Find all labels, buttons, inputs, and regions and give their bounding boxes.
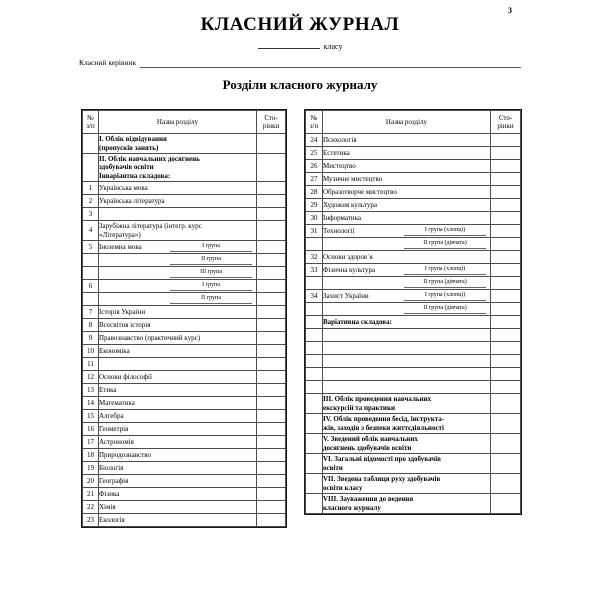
row-section-name: Основи здоров`я <box>323 251 491 264</box>
row-number <box>83 267 99 280</box>
table-row <box>306 212 521 225</box>
row-number: 4 <box>83 221 99 241</box>
table-row <box>83 306 286 319</box>
subject-name: Фізична культура <box>323 265 376 274</box>
row-section-name: Геометрія <box>99 423 257 436</box>
row-page-cell[interactable] <box>257 449 286 462</box>
table-row <box>83 358 286 371</box>
group-label[interactable]: II група <box>170 295 252 304</box>
row-page-cell[interactable] <box>257 475 286 488</box>
row-page-cell[interactable] <box>491 454 521 474</box>
row-section-name <box>323 238 491 251</box>
row-number <box>306 474 323 494</box>
row-number: 22 <box>83 501 99 514</box>
row-number: 3 <box>83 208 99 221</box>
row-section-name: Природознавство <box>99 449 257 462</box>
row-page-cell[interactable] <box>257 208 286 221</box>
class-teacher-label: Класний керівник <box>79 58 137 67</box>
row-section-name <box>323 381 491 394</box>
row-number: 34 <box>306 290 323 303</box>
row-page-cell[interactable] <box>491 368 521 381</box>
row-page-cell[interactable] <box>257 436 286 449</box>
row-section-name: VI. Загальні відомості про здобувачів освіти <box>323 454 491 474</box>
row-page-cell[interactable] <box>257 182 286 195</box>
group-row-cell <box>99 256 256 265</box>
table-row <box>83 280 286 293</box>
row-number: 27 <box>306 173 323 186</box>
row-page-cell[interactable] <box>491 381 521 394</box>
table-row <box>306 251 521 264</box>
row-number: 13 <box>83 384 99 397</box>
row-number: 30 <box>306 212 323 225</box>
table-row <box>306 342 521 355</box>
row-section-name: Зарубіжна література (інтегр. курс «Література») <box>99 221 257 241</box>
table-row <box>83 221 286 241</box>
left-table-body <box>83 134 286 527</box>
row-number: 12 <box>83 371 99 384</box>
row-section-name: Естетика <box>323 147 491 160</box>
subject-name: Іноземна мова <box>99 242 142 251</box>
table-row <box>306 225 521 238</box>
table-header-row <box>83 111 286 134</box>
row-page-cell[interactable] <box>491 238 521 251</box>
row-section-name: Історія України <box>99 306 257 319</box>
row-number: 8 <box>83 319 99 332</box>
group-row-cell <box>323 240 490 249</box>
group-row-cell <box>323 279 490 288</box>
row-number: 20 <box>83 475 99 488</box>
row-page-cell[interactable] <box>257 384 286 397</box>
row-page-cell[interactable] <box>491 225 521 238</box>
row-number: 6 <box>83 280 99 293</box>
row-number: 29 <box>306 199 323 212</box>
row-number: 32 <box>306 251 323 264</box>
row-section-name: Екологія <box>99 514 257 527</box>
row-page-cell[interactable] <box>257 345 286 358</box>
table-row <box>306 160 521 173</box>
left-table-container <box>82 110 285 527</box>
row-section-name <box>99 267 257 280</box>
row-section-name <box>323 303 491 316</box>
row-section-name: Алгебра <box>99 410 257 423</box>
row-page-cell[interactable] <box>257 462 286 475</box>
row-section-name: III. Облік проведення навчальних екскурсій та практики <box>323 394 491 414</box>
row-page-cell[interactable] <box>257 221 286 241</box>
table-row <box>83 449 286 462</box>
table-row <box>306 381 521 394</box>
row-page-cell[interactable] <box>491 251 521 264</box>
row-page-cell[interactable] <box>257 241 286 254</box>
row-page-cell[interactable] <box>257 195 286 208</box>
row-page-cell[interactable] <box>257 254 286 267</box>
table-row <box>306 434 521 454</box>
row-section-name: Хімія <box>99 501 257 514</box>
row-page-cell[interactable] <box>491 160 521 173</box>
table-row <box>306 303 521 316</box>
table-row <box>306 454 521 474</box>
table-row <box>306 329 521 342</box>
row-number: 17 <box>83 436 99 449</box>
table-row <box>83 182 286 195</box>
row-section-name: Правознавство (практичний курс) <box>99 332 257 345</box>
row-number: 5 <box>83 241 99 254</box>
row-number <box>306 355 323 368</box>
row-section-name: Українська мова <box>99 182 257 195</box>
row-page-cell[interactable] <box>491 173 521 186</box>
row-number: 24 <box>306 134 323 147</box>
header-pages: Сто- рінки <box>257 111 286 134</box>
row-page-cell[interactable] <box>257 410 286 423</box>
table-row <box>306 199 521 212</box>
row-page-cell[interactable] <box>257 488 286 501</box>
row-section-name: I. Облік відвідування (пропусків занять) <box>99 134 257 154</box>
group-label[interactable]: I група (хлопці) <box>404 227 486 236</box>
group-label[interactable]: II група (дівчата) <box>404 240 486 249</box>
row-section-name: VIII. Зауваження до ведення класного журналу <box>323 494 491 514</box>
row-number: 19 <box>83 462 99 475</box>
row-section-name <box>323 225 491 238</box>
class-blank-line <box>0 40 600 52</box>
row-number: 2 <box>83 195 99 208</box>
class-teacher-row <box>79 58 521 68</box>
row-section-name: Українська література <box>99 195 257 208</box>
row-number: 9 <box>83 332 99 345</box>
row-section-name <box>99 293 257 306</box>
row-number <box>306 342 323 355</box>
table-row <box>83 293 286 306</box>
row-page-cell[interactable] <box>257 423 286 436</box>
group-row-cell <box>99 282 256 291</box>
group-row-cell <box>99 269 256 278</box>
row-page-cell[interactable] <box>257 319 286 332</box>
subject-name: Захист України <box>323 291 369 300</box>
page-number: 3 <box>508 6 512 15</box>
row-number: 15 <box>83 410 99 423</box>
row-number <box>306 414 323 434</box>
row-page-cell[interactable] <box>491 316 521 329</box>
row-number <box>83 154 99 182</box>
group-label[interactable]: I група <box>170 282 252 291</box>
class-blank-rule[interactable] <box>258 40 320 49</box>
table-row <box>83 397 286 410</box>
row-section-name: Фізика <box>99 488 257 501</box>
row-number: 26 <box>306 160 323 173</box>
row-section-name: Етика <box>99 384 257 397</box>
table-row <box>306 264 521 277</box>
row-number <box>83 254 99 267</box>
row-number: 31 <box>306 225 323 238</box>
row-section-name <box>323 264 491 277</box>
row-number <box>83 134 99 154</box>
table-row <box>306 394 521 414</box>
row-section-name: Всесвітня історія <box>99 319 257 332</box>
table-row <box>83 384 286 397</box>
group-row-cell <box>323 266 490 275</box>
header-number: № з/п <box>306 111 323 134</box>
table-row <box>83 410 286 423</box>
table-row <box>83 195 286 208</box>
sections-table-left <box>82 110 286 527</box>
row-number <box>306 494 323 514</box>
group-label[interactable]: II група (дівчата) <box>404 279 486 288</box>
table-row <box>83 423 286 436</box>
row-page-cell[interactable] <box>257 280 286 293</box>
table-row <box>306 238 521 251</box>
row-page-cell[interactable] <box>491 212 521 225</box>
table-row <box>83 154 286 182</box>
row-number <box>306 381 323 394</box>
row-number: 23 <box>83 514 99 527</box>
group-row-cell <box>323 227 490 236</box>
group-label[interactable]: II група <box>170 256 252 265</box>
row-section-name: Інформатика <box>323 212 491 225</box>
row-number: 33 <box>306 264 323 277</box>
row-section-name <box>323 355 491 368</box>
table-row <box>306 316 521 329</box>
table-row <box>83 134 286 154</box>
group-label[interactable]: I група (хлопці) <box>404 292 486 301</box>
table-row <box>83 475 286 488</box>
row-section-name: Образотворче мистецтво <box>323 186 491 199</box>
header-section-name: Назва розділу <box>323 111 491 134</box>
row-page-cell[interactable] <box>257 332 286 345</box>
row-page-cell[interactable] <box>257 514 286 527</box>
row-number: 21 <box>83 488 99 501</box>
subject-name: Технології <box>323 226 355 235</box>
row-page-cell[interactable] <box>491 434 521 454</box>
table-row <box>83 332 286 345</box>
table-row <box>83 345 286 358</box>
row-page-cell[interactable] <box>257 358 286 371</box>
row-section-name: Біологія <box>99 462 257 475</box>
table-row <box>83 241 286 254</box>
row-section-name <box>323 368 491 381</box>
table-row <box>306 134 521 147</box>
table-row <box>306 414 521 434</box>
row-number <box>306 303 323 316</box>
row-section-name: II. Облік навчальних досягнень здобувачів освіти Інваріантна складова: <box>99 154 257 182</box>
row-number <box>306 394 323 414</box>
table-row <box>306 277 521 290</box>
group-label[interactable]: I група <box>170 243 252 252</box>
table-row <box>83 436 286 449</box>
row-page-cell[interactable] <box>491 186 521 199</box>
row-number: 1 <box>83 182 99 195</box>
row-page-cell[interactable] <box>491 394 521 414</box>
row-number: 10 <box>83 345 99 358</box>
row-section-name: Мистецтво <box>323 160 491 173</box>
row-section-name: VII. Зведена таблиця руху здобувачів освіти класу <box>323 474 491 494</box>
class-teacher-input-rule[interactable] <box>140 60 521 68</box>
row-number: 11 <box>83 358 99 371</box>
row-section-name <box>99 241 257 254</box>
row-page-cell[interactable] <box>491 414 521 434</box>
row-section-name <box>323 329 491 342</box>
row-number <box>306 329 323 342</box>
row-page-cell[interactable] <box>491 199 521 212</box>
row-section-name: Астрономія <box>99 436 257 449</box>
row-section-name: Художня культура <box>323 199 491 212</box>
table-row <box>306 290 521 303</box>
table-row <box>306 474 521 494</box>
group-label[interactable]: I група (хлопці) <box>404 266 486 275</box>
group-row-cell <box>323 292 490 301</box>
row-page-cell[interactable] <box>257 267 286 280</box>
table-row <box>83 514 286 527</box>
row-number: 16 <box>83 423 99 436</box>
row-page-cell[interactable] <box>491 277 521 290</box>
right-table-container <box>305 110 520 514</box>
row-section-name: V. Зведений облік навчальних досягнень здобувачів освіти <box>323 434 491 454</box>
row-page-cell[interactable] <box>491 329 521 342</box>
row-page-cell[interactable] <box>257 134 286 154</box>
header-number: № з/п <box>83 111 99 134</box>
row-section-name <box>99 280 257 293</box>
row-number <box>306 434 323 454</box>
row-page-cell[interactable] <box>491 474 521 494</box>
row-page-cell[interactable] <box>491 342 521 355</box>
table-row <box>306 494 521 514</box>
row-page-cell[interactable] <box>257 371 286 384</box>
row-page-cell[interactable] <box>257 501 286 514</box>
row-section-name <box>323 342 491 355</box>
group-label[interactable]: III група <box>170 269 252 278</box>
row-page-cell[interactable] <box>491 290 521 303</box>
table-row <box>83 501 286 514</box>
table-header-row <box>306 111 521 134</box>
group-row-cell <box>99 243 256 252</box>
row-section-name <box>323 290 491 303</box>
table-row <box>83 254 286 267</box>
row-page-cell[interactable] <box>491 264 521 277</box>
row-page-cell[interactable] <box>491 355 521 368</box>
row-section-name <box>99 358 257 371</box>
row-number <box>83 293 99 306</box>
row-number <box>306 454 323 474</box>
row-section-name: Психологія <box>323 134 491 147</box>
row-page-cell[interactable] <box>257 306 286 319</box>
row-page-cell[interactable] <box>491 147 521 160</box>
row-section-name: Музичне мистецтво <box>323 173 491 186</box>
section-title: Розділи класного журналу <box>222 77 378 92</box>
row-page-cell[interactable] <box>491 303 521 316</box>
row-section-name: Географія <box>99 475 257 488</box>
row-number: 14 <box>83 397 99 410</box>
row-page-cell[interactable] <box>257 397 286 410</box>
table-row <box>306 147 521 160</box>
row-number: 7 <box>83 306 99 319</box>
row-number: 28 <box>306 186 323 199</box>
table-row <box>83 208 286 221</box>
row-number <box>306 238 323 251</box>
row-number <box>306 316 323 329</box>
row-number <box>306 368 323 381</box>
group-row-cell <box>99 295 256 304</box>
row-number: 18 <box>83 449 99 462</box>
row-section-name <box>323 277 491 290</box>
group-label[interactable]: II група (дівчата) <box>404 305 486 314</box>
document-title: КЛАСНИЙ ЖУРНАЛ <box>200 14 400 35</box>
table-row <box>83 319 286 332</box>
table-row <box>83 488 286 501</box>
row-number <box>306 277 323 290</box>
table-row <box>306 368 521 381</box>
row-page-cell[interactable] <box>491 134 521 147</box>
group-row-cell <box>323 305 490 314</box>
class-suffix-label: класу <box>323 42 343 51</box>
row-page-cell[interactable] <box>491 494 521 514</box>
table-row <box>306 355 521 368</box>
sections-table-right <box>305 110 521 514</box>
row-section-name: Економіка <box>99 345 257 358</box>
table-row <box>83 462 286 475</box>
header-pages: Сто- рінки <box>491 111 521 134</box>
table-row <box>83 371 286 384</box>
row-number: 25 <box>306 147 323 160</box>
row-page-cell[interactable] <box>257 293 286 306</box>
row-section-name: Варіативна складова: <box>323 316 491 329</box>
row-section-name: IV. Облік проведення бесід, інструкта- жів, заходів з безпеки життєдіяльності <box>323 414 491 434</box>
table-row <box>83 267 286 280</box>
row-section-name: Основи філософії <box>99 371 257 384</box>
row-section-name <box>99 208 257 221</box>
header-section-name: Назва розділу <box>99 111 257 134</box>
row-section-name <box>99 254 257 267</box>
table-row <box>306 186 521 199</box>
row-section-name: Математика <box>99 397 257 410</box>
table-row <box>306 173 521 186</box>
right-table-body <box>306 134 521 514</box>
row-page-cell[interactable] <box>257 154 286 182</box>
